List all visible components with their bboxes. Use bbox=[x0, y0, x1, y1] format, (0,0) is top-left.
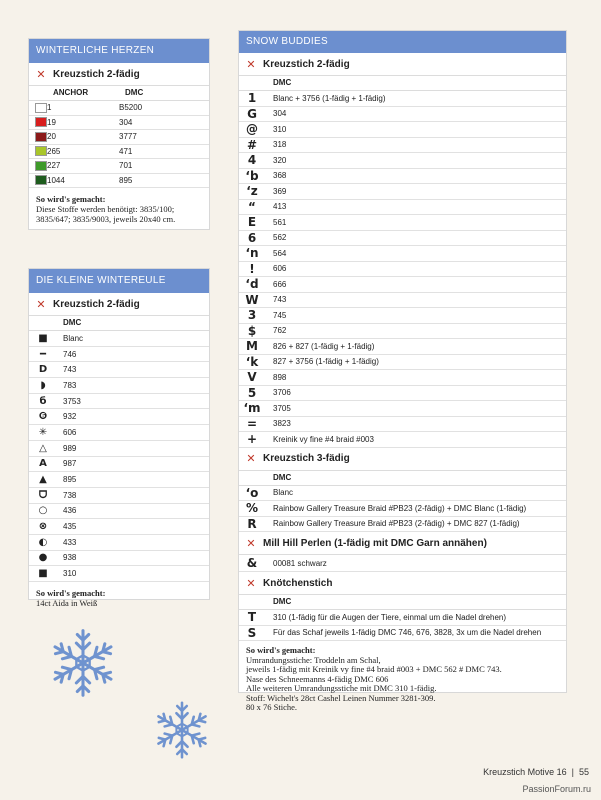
dmc-value: 746 bbox=[63, 349, 77, 359]
table-row bbox=[239, 610, 566, 626]
symbol: ◐ bbox=[38, 536, 48, 548]
table-row bbox=[29, 566, 209, 582]
card-kleine-wintereule bbox=[28, 268, 210, 608]
dmc-value: 3823 bbox=[273, 419, 291, 429]
dmc-value: 987 bbox=[63, 459, 77, 469]
dmc-value: 561 bbox=[273, 217, 287, 227]
dmc-value: 3705 bbox=[273, 403, 291, 413]
symbol: A bbox=[39, 458, 47, 470]
note-line: Diese Stoffe werden benötigt: 3835/100; bbox=[36, 204, 175, 214]
table-row bbox=[29, 488, 209, 504]
color-swatch bbox=[35, 175, 47, 185]
table-row bbox=[239, 107, 566, 123]
dmc-value: 745 bbox=[273, 310, 287, 320]
column-headers: DMC bbox=[239, 471, 566, 486]
kreuzstich-3-table bbox=[239, 486, 566, 533]
table-row bbox=[239, 308, 566, 324]
symbol: 6 bbox=[247, 230, 257, 245]
anchor-value: 227 bbox=[47, 161, 61, 171]
table-row bbox=[239, 293, 566, 309]
cross-stitch-icon: ✕ bbox=[36, 68, 46, 81]
symbol: ‘d bbox=[245, 277, 259, 292]
symbol: ✳ bbox=[38, 426, 48, 438]
symbol: & bbox=[246, 556, 258, 570]
symbol: $ bbox=[247, 323, 257, 338]
section-header: ✕ Mill Hill Perlen (1-fädig mit DMC Garn annähen) bbox=[239, 532, 566, 555]
symbol: “ bbox=[248, 199, 256, 214]
section-header: ✕ Knötchenstich bbox=[239, 572, 566, 595]
table-row bbox=[29, 116, 209, 131]
dmc-value: 435 bbox=[63, 522, 77, 532]
snowflake-icon bbox=[150, 698, 214, 762]
symbol: ▲ bbox=[39, 474, 47, 486]
dmc-value: Blanc bbox=[63, 333, 84, 343]
dmc-value: 932 bbox=[63, 412, 77, 422]
dmc-value: 310 bbox=[63, 569, 77, 579]
table-row bbox=[239, 122, 566, 138]
note-line: 14ct Aida in Weiß bbox=[36, 598, 98, 608]
note-line: jeweils 1-fädig mit Kreinik vy fine #4 braid #003 + DMC 562 # DMC 743. bbox=[246, 664, 502, 674]
symbol: б bbox=[39, 395, 47, 407]
dmc-value: 436 bbox=[63, 506, 77, 516]
symbol: + bbox=[246, 432, 258, 447]
dmc-value: 318 bbox=[273, 140, 287, 150]
section-header: ✕ Kreuzstich 2-fädig bbox=[29, 293, 209, 316]
table-row bbox=[239, 231, 566, 247]
anchor-value: 1044 bbox=[47, 175, 65, 185]
table-row bbox=[29, 101, 209, 116]
instructions-note: So wird's gemacht: 14ct Aida in Weiß bbox=[29, 582, 209, 614]
section-header: ✕ Kreuzstich 2-fädig bbox=[239, 53, 566, 76]
symbol: ‘k bbox=[245, 354, 259, 369]
symbol: ■ bbox=[38, 332, 48, 344]
dmc-value: 471 bbox=[119, 146, 133, 156]
color-swatch bbox=[35, 161, 47, 171]
kreuzstich-2-table bbox=[239, 91, 566, 448]
dmc-value: 827 + 3756 (1-fädig + 1-fädig) bbox=[273, 357, 379, 367]
dmc-value: 743 bbox=[273, 295, 287, 305]
anchor-value: 20 bbox=[47, 132, 56, 142]
table-row bbox=[29, 535, 209, 551]
note-line: 3835/647; 3835/9003, jeweils 20x40 cm. bbox=[36, 214, 176, 224]
dmc-value: Blanc bbox=[273, 488, 294, 498]
anchor-value: 19 bbox=[47, 117, 56, 127]
column-headers: ANCHOR DMC bbox=[29, 86, 209, 101]
symbol: ❻ bbox=[38, 411, 48, 423]
table-row bbox=[239, 169, 566, 185]
dmc-value: 304 bbox=[273, 109, 287, 119]
symbol: ■ bbox=[38, 568, 48, 580]
table-row bbox=[29, 362, 209, 378]
symbol: ‘b bbox=[245, 168, 259, 183]
knoetchenstich-table bbox=[239, 610, 566, 641]
dmc-value: 369 bbox=[273, 186, 287, 196]
symbol: V bbox=[247, 370, 257, 385]
table-row bbox=[239, 153, 566, 169]
table-row bbox=[29, 551, 209, 567]
cross-stitch-icon: ✕ bbox=[246, 453, 256, 465]
symbol: ! bbox=[249, 261, 255, 276]
dmc-value: 320 bbox=[273, 155, 287, 165]
table-row bbox=[239, 215, 566, 231]
dmc-value: 310 bbox=[273, 124, 287, 134]
dmc-value: 666 bbox=[273, 279, 287, 289]
table-row bbox=[239, 339, 566, 355]
dmc-value: Rainbow Gallery Treasure Braid #PB23 (2-fädig) + DMC 827 (1-fädig) bbox=[273, 519, 520, 529]
symbol: G bbox=[247, 106, 257, 121]
cross-stitch-icon: ✕ bbox=[246, 58, 256, 71]
dmc-value: 606 bbox=[273, 264, 287, 274]
table-row bbox=[29, 331, 209, 347]
dmc-value: 738 bbox=[63, 490, 77, 500]
table-row bbox=[29, 409, 209, 425]
table-row bbox=[239, 626, 566, 642]
dmc-value: B5200 bbox=[119, 103, 143, 113]
column-headers: DMC bbox=[239, 76, 566, 91]
note-line: Alle weiteren Umrandungsstiche mit DMC 310 1-fädig. bbox=[246, 683, 437, 693]
table-row bbox=[239, 501, 566, 517]
table-row bbox=[29, 130, 209, 145]
cross-stitch-icon: ✕ bbox=[36, 298, 46, 311]
snowflake-icon bbox=[45, 625, 121, 701]
instructions-note: So wird's gemacht: Diese Stoffe werden benötigt: 3835/100; 3835/647; 3835/9003, jeweils 20x40 cm. bbox=[29, 188, 209, 230]
table-row bbox=[29, 504, 209, 520]
color-swatch bbox=[35, 117, 47, 127]
perlen-table bbox=[239, 555, 566, 572]
symbol: T bbox=[247, 610, 257, 625]
table-row bbox=[239, 417, 566, 433]
table-row bbox=[239, 138, 566, 154]
card-snow-buddies bbox=[238, 30, 567, 712]
table-row bbox=[239, 262, 566, 278]
table-row bbox=[239, 324, 566, 340]
note-line: Nase des Schneemanns 4-fädig DMC 606 bbox=[246, 673, 389, 684]
table-row bbox=[239, 370, 566, 386]
symbol: ‘n bbox=[245, 246, 259, 261]
note-line: Umrandungsstiche: Troddeln am Schal, bbox=[246, 654, 381, 665]
symbol: R bbox=[247, 516, 257, 531]
watermark: PassionForum.ru bbox=[522, 784, 591, 794]
color-swatch bbox=[35, 146, 47, 156]
section-header: ✕ Kreuzstich 2-fädig bbox=[29, 63, 209, 86]
column-headers: DMC bbox=[29, 316, 209, 331]
table-row bbox=[239, 401, 566, 417]
symbol: @ bbox=[246, 122, 258, 137]
column-headers: DMC bbox=[239, 595, 566, 610]
color-swatch bbox=[35, 103, 47, 113]
symbol: ○ bbox=[38, 505, 48, 517]
dmc-value: 701 bbox=[119, 161, 133, 171]
symbol: # bbox=[246, 137, 258, 152]
dmc-value: 3777 bbox=[119, 132, 137, 142]
card-title: DIE KLEINE WINTEREULE bbox=[29, 269, 209, 293]
dmc-value: 762 bbox=[273, 326, 287, 336]
symbol: M bbox=[246, 339, 258, 354]
card-title: WINTERLICHE HERZEN bbox=[29, 39, 209, 63]
symbol: E bbox=[247, 215, 257, 230]
symbol: 4 bbox=[247, 153, 257, 168]
symbol: ‘z bbox=[246, 184, 258, 199]
instructions-note: So wird's gemacht: Umrandungsstiche: Troddeln am Schal, jeweils 1-fädig mit Kreinik vy fine #4 braid #003 + DMC 562 # DMC 743. Nase des Schneemanns 4-fädig DMC 606 Alle weiteren Umrandungsstiche mit DMC 310 1-fädig. Stoff: Wichelt's 28ct Cashel Leinen Nummer 3281-309. 80 x 76 Stiche. bbox=[239, 641, 566, 719]
table-row bbox=[29, 394, 209, 410]
table-row bbox=[29, 441, 209, 457]
symbol: ⊗ bbox=[38, 521, 48, 533]
card-winterliche-herzen bbox=[28, 38, 210, 230]
table-row bbox=[239, 91, 566, 107]
cross-stitch-icon: ✕ bbox=[246, 577, 256, 590]
anchor-value: 265 bbox=[47, 146, 61, 156]
dmc-value: Für das Schaf jeweils 1-fädig DMC 746, 676, 3828, 3x um die Nadel drehen bbox=[273, 628, 542, 638]
dmc-value: 3706 bbox=[273, 388, 291, 398]
table-row bbox=[29, 519, 209, 535]
cross-stitch-icon: ✕ bbox=[246, 537, 256, 550]
symbol: ━ bbox=[39, 348, 47, 360]
dmc-value: 898 bbox=[273, 372, 287, 382]
table-row bbox=[29, 472, 209, 488]
symbol: ◗ bbox=[40, 379, 46, 391]
symbol: ᗜ bbox=[38, 489, 48, 501]
dmc-value: Kreinik vy fine #4 braid #003 bbox=[273, 434, 374, 444]
anchor-value: 1 bbox=[47, 103, 52, 113]
dmc-value: 783 bbox=[63, 380, 77, 390]
color-swatch bbox=[35, 132, 47, 142]
dmc-value: 606 bbox=[63, 427, 77, 437]
dmc-value: 895 bbox=[63, 475, 77, 485]
dmc-value: 743 bbox=[63, 365, 77, 375]
symbol: 5 bbox=[247, 385, 257, 400]
symbol: = bbox=[246, 416, 258, 431]
table-row bbox=[29, 145, 209, 160]
symbol: % bbox=[245, 501, 259, 516]
dmc-value: 310 (1-fädig für die Augen der Tiere, einmal um die Nadel drehen) bbox=[273, 612, 507, 622]
table-row bbox=[29, 378, 209, 394]
note-line: Stoff: Wichelt's 28ct Cashel Leinen Nummer 3281-309. bbox=[246, 692, 436, 703]
table-row bbox=[239, 386, 566, 402]
dmc-value: 00081 schwarz bbox=[273, 558, 327, 568]
herzen-table bbox=[29, 101, 209, 188]
symbol: D bbox=[38, 364, 48, 376]
table-row bbox=[29, 347, 209, 363]
table-row bbox=[239, 355, 566, 371]
symbol: ‘o bbox=[245, 485, 259, 500]
symbol: 1 bbox=[247, 91, 257, 106]
dmc-value: 826 + 827 (1-fädig + 1-fädig) bbox=[273, 341, 375, 351]
symbol: △ bbox=[39, 442, 47, 454]
table-row bbox=[29, 159, 209, 174]
table-row bbox=[239, 517, 566, 533]
page-footer: Kreuzstich Motive 16 | 55 bbox=[483, 767, 589, 777]
dmc-value: 413 bbox=[273, 202, 287, 212]
dmc-value: Blanc + 3756 (1-fädig + 1-fädig) bbox=[273, 93, 386, 103]
table-row bbox=[239, 200, 566, 216]
table-row bbox=[29, 174, 209, 189]
symbol: ● bbox=[38, 552, 48, 564]
symbol: S bbox=[247, 625, 257, 640]
table-row bbox=[239, 555, 566, 572]
dmc-value: 564 bbox=[273, 248, 287, 258]
table-row bbox=[239, 184, 566, 200]
dmc-value: 368 bbox=[273, 171, 287, 181]
dmc-value: 304 bbox=[119, 117, 133, 127]
dmc-value: 938 bbox=[63, 553, 77, 563]
symbol: 3 bbox=[247, 308, 257, 323]
table-row bbox=[29, 457, 209, 473]
section-header: ✕ Kreuzstich 3-fädig bbox=[239, 448, 566, 471]
symbol: W bbox=[245, 292, 259, 307]
table-row bbox=[29, 425, 209, 441]
card-title: SNOW BUDDIES bbox=[239, 31, 566, 53]
note-line: 80 x 76 Stiche. bbox=[246, 702, 297, 712]
dmc-value: 3753 bbox=[63, 396, 81, 406]
table-row bbox=[239, 486, 566, 502]
dmc-value: 989 bbox=[63, 443, 77, 453]
table-row bbox=[239, 277, 566, 293]
dmc-value: Rainbow Gallery Treasure Braid #PB23 (2-fädig) + DMC Blanc (1-fädig) bbox=[273, 503, 527, 513]
eule-table bbox=[29, 331, 209, 582]
dmc-value: 895 bbox=[119, 175, 133, 185]
symbol: ‘m bbox=[243, 401, 261, 416]
table-row bbox=[239, 246, 566, 262]
table-row bbox=[239, 432, 566, 448]
dmc-value: 433 bbox=[63, 537, 77, 547]
dmc-value: 562 bbox=[273, 233, 287, 243]
